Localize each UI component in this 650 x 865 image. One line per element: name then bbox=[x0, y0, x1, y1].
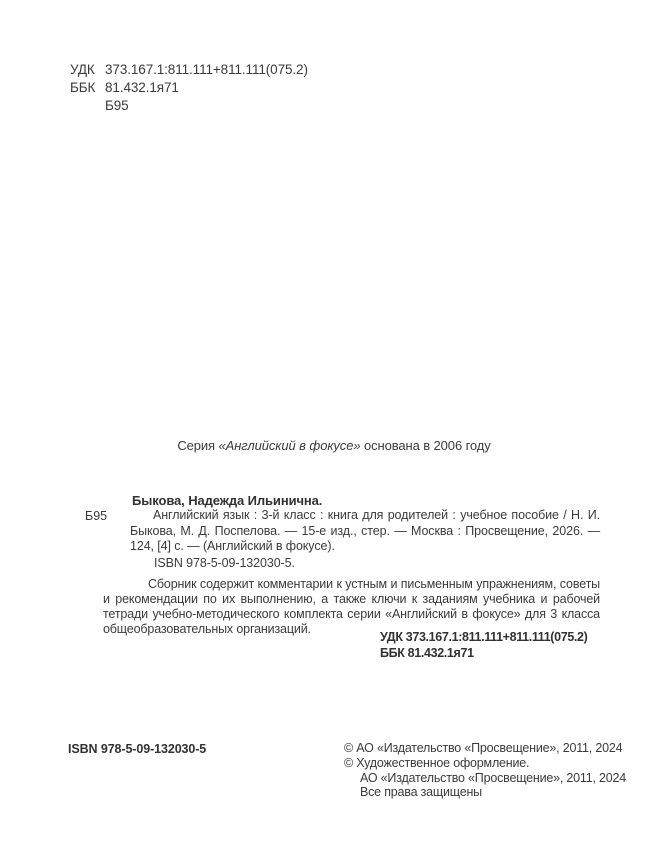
copyright-line: © Художественное оформление. bbox=[344, 755, 530, 770]
copyright-line: АО «Издательство «Просвещение», 2011, 2024 bbox=[360, 770, 627, 785]
bottom-classification-codes bbox=[380, 630, 587, 661]
udk-label: УДК bbox=[70, 62, 95, 77]
bib-isbn: ISBN 978-5-09-132030-5. bbox=[154, 556, 295, 570]
bbk-label: ББК bbox=[70, 80, 96, 95]
author-heading: Быкова, Надежда Ильинична. bbox=[132, 493, 323, 508]
copyright-block bbox=[344, 741, 626, 800]
bib-author-sign: Б95 bbox=[85, 509, 108, 523]
author-sign: Б95 bbox=[105, 98, 129, 113]
series-name: «Английский в фокусе» bbox=[218, 438, 361, 453]
bib-description: Английский язык : 3-й класс : книга для родителей : учебное пособие / Н. И. Быкова, М. Д. Поспелова. — 15-е изд., стер. — Москва : Просвещение, 2026. — 124, [4] с. — (Английский в фокусе). bbox=[130, 508, 600, 553]
author-sign-row bbox=[70, 97, 308, 115]
footer-isbn: ISBN 978-5-09-132030-5 bbox=[68, 742, 207, 756]
udk-code-row bbox=[70, 61, 308, 79]
top-classification-codes bbox=[70, 61, 308, 115]
udk-value: 373.167.1:811.111+811.111(075.2) bbox=[105, 62, 308, 77]
bbk-code-row bbox=[70, 79, 308, 97]
copyright-line: Все права защищены bbox=[360, 785, 482, 800]
annotation-paragraph: Сборник содержит комментарии к устным и письменным упражнениям, советы и рекомендации по их выполнению, а также ключи к заданиям учебника и рабочей тетради учебно-методического комплекта серии «Английский в фокусе» для 3 класса общеобразовательных организаций. bbox=[103, 577, 600, 636]
bbk-value: 81.432.1я71 bbox=[105, 80, 179, 95]
series-note-prefix: Серия bbox=[177, 438, 219, 453]
bottom-bbk: ББК 81.432.1я71 bbox=[380, 645, 474, 660]
series-note-suffix: основана в 2006 году bbox=[360, 438, 491, 453]
bottom-udk: УДК 373.167.1:811.111+811.111(075.2) bbox=[380, 630, 588, 644]
copyright-line: © АО «Издательство «Просвещение», 2011, 2024 bbox=[344, 741, 623, 755]
series-note bbox=[68, 438, 600, 453]
